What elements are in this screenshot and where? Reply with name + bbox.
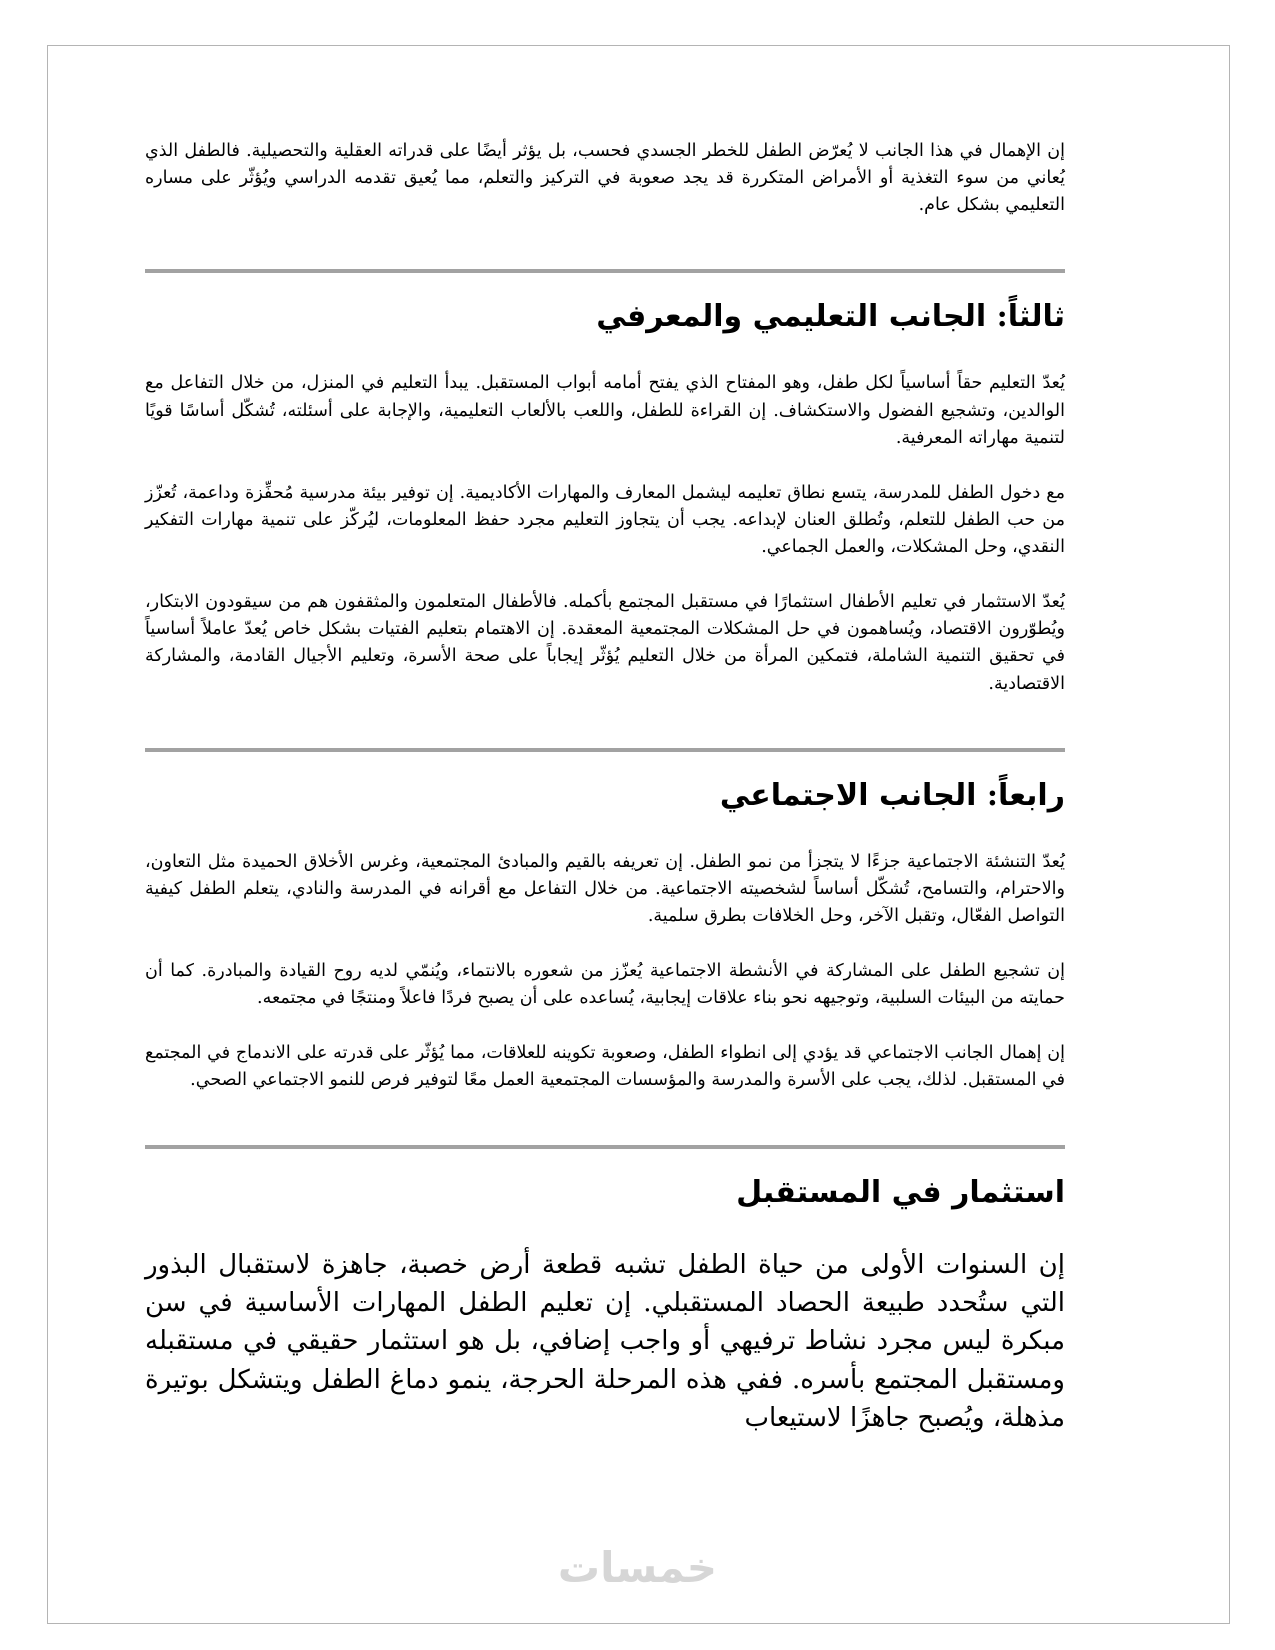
section-paragraph: يُعدّ التعليم حقاً أساسياً لكل طفل، وهو المفتاح الذي يفتح أمامه أبواب المستقبل. يبدأ التعليم في المنزل، من خلال التفاعل مع الوالدين، وتشجيع الفضول والاستكشاف. إن القراءة للطفل، واللعب بالألعاب التعليمية، والإجابة على أسئلته، تُشكّل أساسًا قويًا لتنمية مهاراته المعرفية. bbox=[145, 373, 1065, 448]
section-title-social: رابعاً: الجانب الاجتماعي bbox=[719, 777, 1065, 813]
closing-paragraph: إن السنوات الأولى من حياة الطفل تشبه قطعة أرض خصبة، جاهزة لاستقبال البذور التي ستُحدد طبيعة الحصاد المستقبلي. إن تعليم الطفل المهارات الأساسية في سن مبكرة ليس مجرد نشاط ترفيهي أو واجب إضافي، بل هو استثمار حقيقي في مستقبله ومستقبل المجتمع بأسره. ففي هذه المرحلة الحرجة، ينمو دماغ الطفل ويتشكل بوتيرة مذهلة، ويُصبح جاهزًا لاستيعاب bbox=[145, 1249, 1066, 1434]
section-divider bbox=[145, 748, 1065, 752]
section-paragraph: يُعدّ الاستثمار في تعليم الأطفال استثمارًا في مستقبل المجتمع بأكمله. فالأطفال المتعلمون والمثقفون هم من سيقودون الابتكار، ويُطوّرون الاقتصاد، ويُساهمون في حل المشكلات المجتمعية المعقدة. إن الاهتمام بتعليم الفتيات بشكل خاص يُعدّ عاملاً أساسياً في تحقيق التنمية الشاملة، فتمكين المرأة من خلال التعليم يُؤثّر إيجاباً على صحة الأسرة، وتعليم الأجيال القادمة، والمشاركة الاقتصادية. bbox=[145, 592, 1065, 694]
section-paragraph: مع دخول الطفل للمدرسة، يتسع نطاق تعليمه ليشمل المعارف والمهارات الأكاديمية. إن توفير بيئة مدرسية مُحفِّزة وداعمة، تُعزّز من حب الطفل للتعلم، وتُطلق العنان لإبداعه. يجب أن يتجاوز التعليم مجرد حفظ المعلومات، ليُركّز على تنمية مهارات التفكير النقدي، وحل المشكلات، والعمل الجماعي. bbox=[145, 482, 1065, 557]
section-title-future-investment: استثمار في المستقبل bbox=[736, 1174, 1065, 1210]
khamsat-watermark: خمسات bbox=[557, 1543, 718, 1592]
intro-paragraph: إن الإهمال في هذا الجانب لا يُعرّض الطفل للخطر الجسدي فحسب، بل يؤثر أيضًا على قدراته العقلية والتحصيلية. فالطفل الذي يُعاني من سوء التغذية أو الأمراض المتكررة قد يجد صعوبة في التركيز والتعلم، مما يُعيق تقدمه الدراسي ويُؤثّر على مساره التعليمي بشكل عام. bbox=[145, 141, 1065, 216]
section-paragraph: إن إهمال الجانب الاجتماعي قد يؤدي إلى انطواء الطفل، وصعوبة تكوينه للعلاقات، مما يُؤثّر على قدرته على الاندماج في المجتمع في المستقبل. لذلك، يجب على الأسرة والمدرسة والمؤسسات المجتمعية العمل معًا لتوفير فرص للنمو الاجتماعي الصحي. bbox=[145, 1043, 1065, 1091]
section-paragraph: إن تشجيع الطفل على المشاركة في الأنشطة الاجتماعية يُعزّز من شعوره بالانتماء، ويُنمّي لديه روح القيادة والمبادرة. كما أن حمايته من البيئات السلبية، وتوجيهه نحو بناء علاقات إيجابية، يُساعده على أن يصبح فردًا فاعلاً ومنتجًا في مجتمعه. bbox=[145, 961, 1065, 1009]
section-divider bbox=[145, 1145, 1065, 1149]
section-title-education: ثالثاً: الجانب التعليمي والمعرفي bbox=[596, 299, 1065, 335]
section-paragraph: يُعدّ التنشئة الاجتماعية جزءًا لا يتجزأ من نمو الطفل. إن تعريفه بالقيم والمبادئ المجتمعية، وغرس الأخلاق الحميدة مثل التعاون، والاحترام، والتسامح، تُشكّل أساساً لشخصيته الاجتماعية. من خلال التفاعل مع أقرانه في المدرسة والنادي، يتعلم الطفل كيفية التواصل الفعّال، وتقبل الآخر، وحل الخلافات بطرق سلمية. bbox=[145, 851, 1065, 926]
document-content bbox=[145, 0, 1065, 1438]
section-divider bbox=[145, 269, 1065, 273]
